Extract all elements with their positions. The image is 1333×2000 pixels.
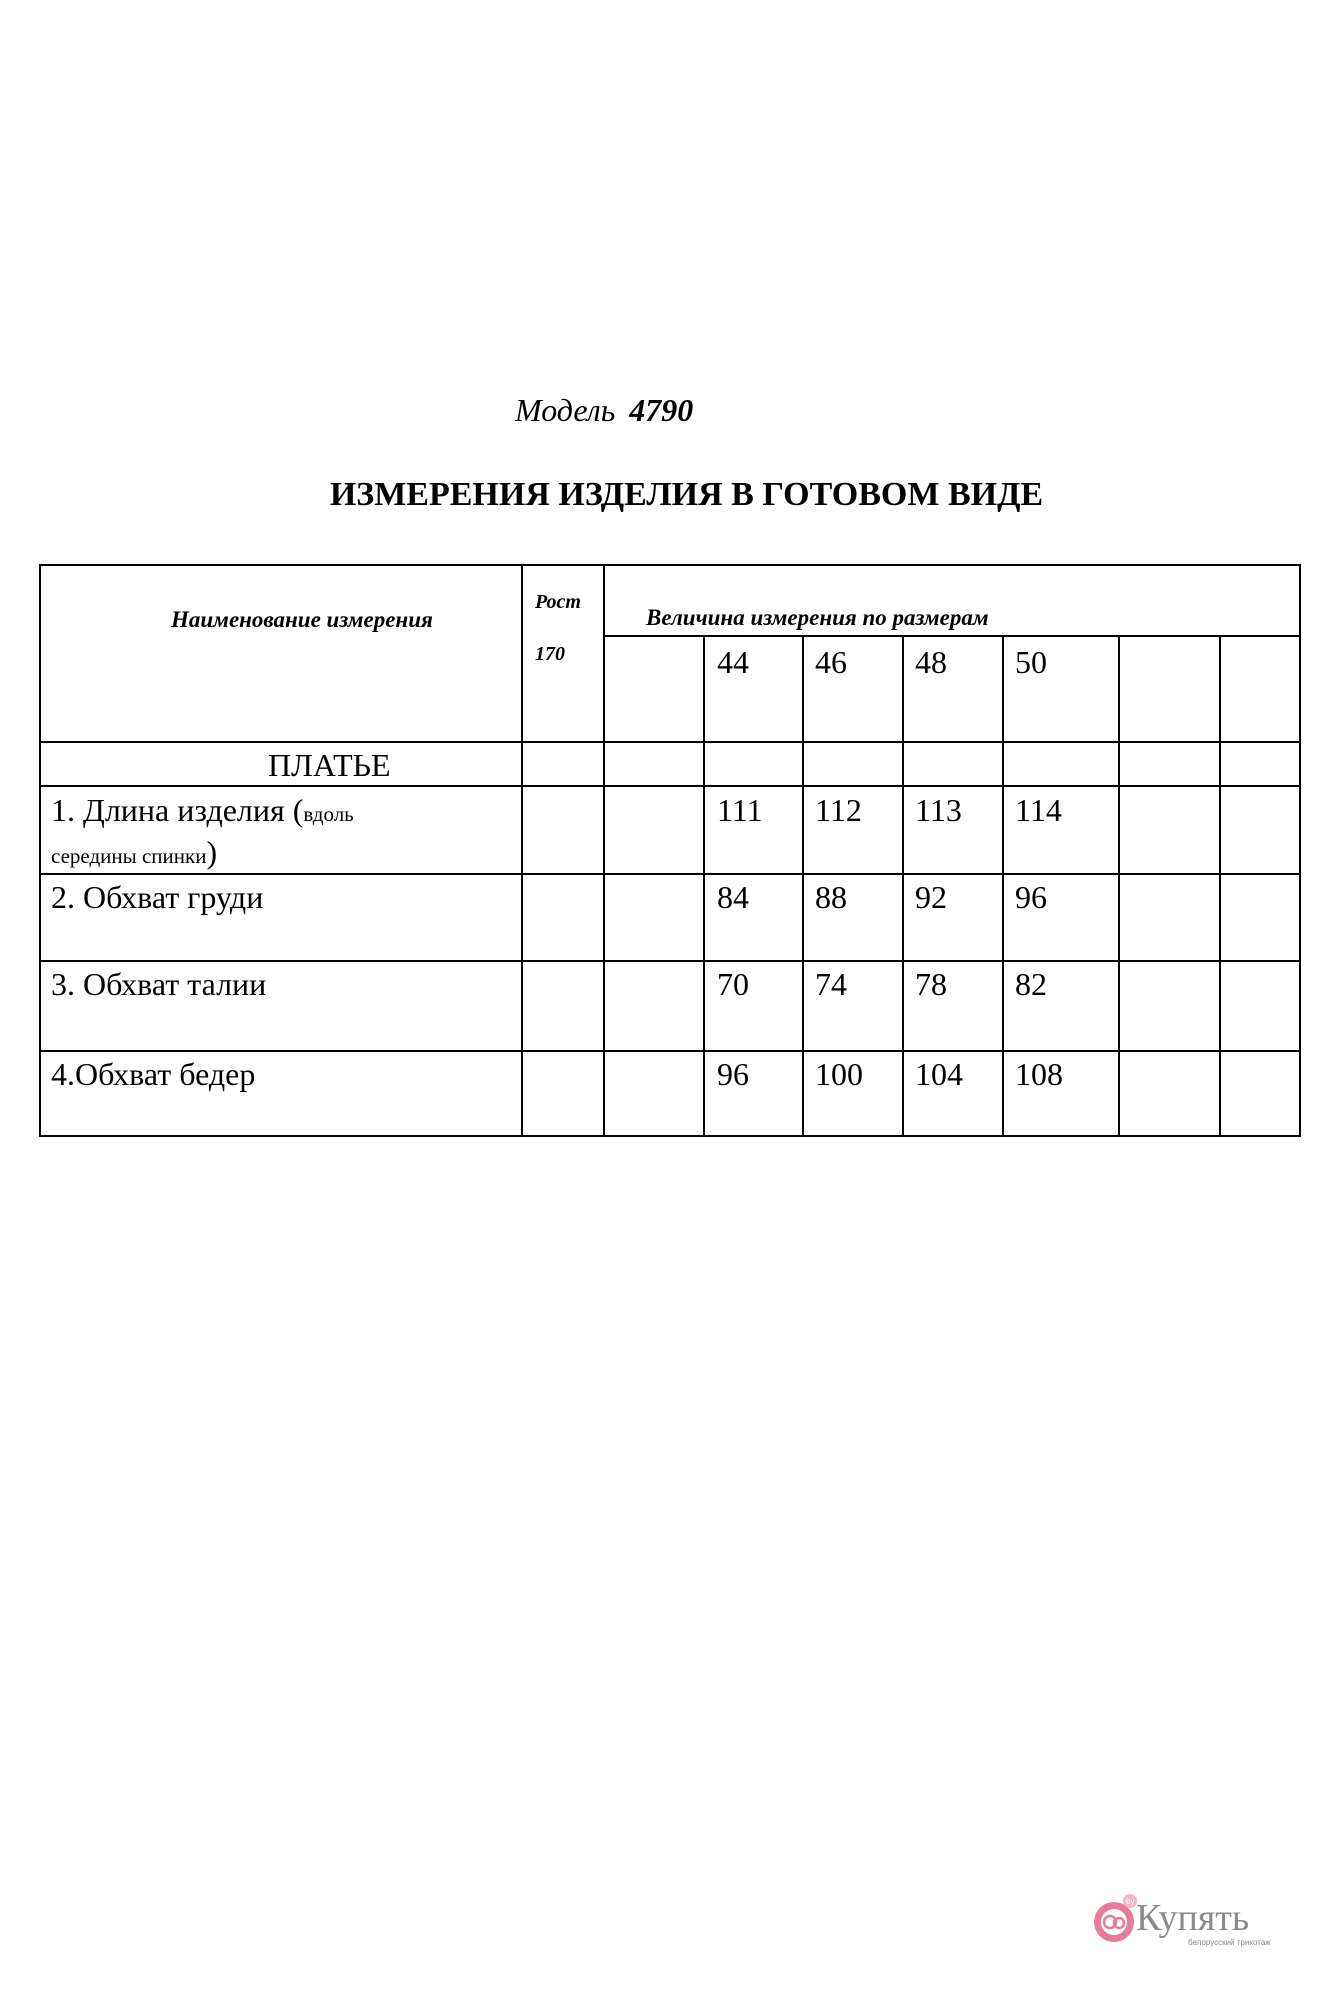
model-number: 4790 [629, 392, 694, 428]
table-cell: 70 [717, 966, 749, 1002]
table-cell: 111 [717, 792, 763, 828]
logo-icon [1090, 1892, 1140, 1952]
size-48: 48 [915, 644, 947, 680]
table-row-name: 2. Обхват груди [51, 879, 264, 915]
model-label [515, 392, 693, 429]
logo-subtitle: белорусский трикотаж [1188, 1938, 1271, 1947]
header-sizes: Величина измерения по размерам [646, 605, 989, 630]
size-50: 50 [1015, 644, 1047, 680]
table-cell: 96 [1015, 879, 1047, 915]
table-cell: 78 [915, 966, 947, 1002]
page-title: ИЗМЕРЕНИЯ ИЗДЕЛИЯ В ГОТОВОМ ВИДЕ [329, 476, 1044, 513]
section-label: ПЛАТЬЕ [268, 747, 391, 783]
table-cell: 88 [815, 879, 847, 915]
table-row-name: 1. Длина изделия (вдоль [51, 792, 354, 828]
logo-text: Купять [1136, 1897, 1250, 1939]
header-name: Наименование измерения [171, 607, 433, 632]
brand-logo [1090, 1888, 1290, 1958]
header-height-label: Рост [535, 591, 581, 613]
model-word: Модель [515, 392, 616, 428]
table-cell: 96 [717, 1056, 749, 1092]
table-cell: 108 [1015, 1056, 1063, 1092]
size-46: 46 [815, 644, 847, 680]
table-cell: 92 [915, 879, 947, 915]
size-44: 44 [717, 644, 749, 680]
table-cell: 74 [815, 966, 847, 1002]
table-cell: 84 [717, 879, 749, 915]
table-cell: 104 [915, 1056, 963, 1092]
header-height-value: 170 [535, 643, 565, 665]
table-row-note: середины спинки) [51, 834, 218, 870]
table-cell: 114 [1015, 792, 1062, 828]
table-row-name: 3. Обхват талии [51, 966, 267, 1002]
svg-text:by: by [1126, 1897, 1135, 1906]
measurement-table [39, 564, 1301, 1137]
table-cell: 100 [815, 1056, 863, 1092]
table-cell: 112 [815, 792, 862, 828]
table-cell: 82 [1015, 966, 1047, 1002]
table-row-name: 4.Обхват бедер [51, 1056, 256, 1092]
table-cell: 113 [915, 792, 962, 828]
